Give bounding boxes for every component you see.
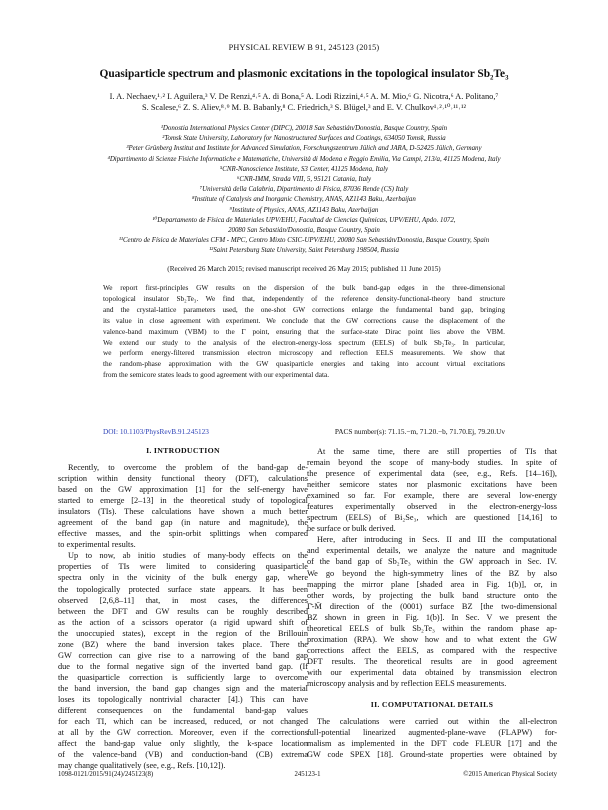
text-line: agreement of the band gap (in nature and magnitude), the (58, 518, 308, 528)
right-column (307, 446, 557, 760)
text-line: corrections affect the EELS, as compared with the respective (307, 645, 557, 655)
text-line: the unoccupied states), except in the region of the Brillouin (58, 628, 308, 638)
footer-issn: 1098-0121/2015/91(24)/245123(8) (58, 771, 154, 778)
text-line: insulators (TIs). These calculations have shown a much better (58, 507, 308, 517)
author-list (44, 92, 564, 113)
text-line: GW code SPEX [18]. Ground-state properties were obtained by (307, 750, 557, 760)
text-line: affect the band-gap value only slightly, the k-space location (58, 739, 308, 749)
footer-page-number: 245123-1 (294, 771, 321, 778)
text-line: the presence of experimental data (see, e.g., Refs. [14–16]), (307, 469, 557, 479)
text-line: We go beyond the high-symmetry lines of the BZ by also (307, 568, 557, 578)
text-line: different consequences on the fundamental band-gap values (58, 706, 308, 716)
text-line: properties of TIs were limited to considering quasiparticle (58, 562, 308, 572)
text-line: at all by the GW correction. Moreover, even if the corrections (58, 728, 308, 738)
intro-paragraph (58, 462, 308, 771)
text-line: due to the formal negative sign of the inverted band gap. (If (58, 661, 308, 671)
text-line: started to emerge [2–13] in the theoretical study of topological (58, 496, 308, 506)
affiliation: ²Tomsk State University, Laboratory for Nanostructured Surfaces and Coatings, 634050 Tomsk, Russia (162, 135, 446, 143)
text-line: and experimental details, we analyze the nature and magnitude (307, 546, 557, 556)
abstract-line: we perform energy-filtered transmission electron microscopy and reflection EELS measurements. We show that (103, 348, 505, 358)
text-line: full-potential linearized augmented-plane-wave (FLAPW) for- (307, 728, 557, 738)
abstract-line: its value in close agreement with experiment. We conclude that the GW corrections cause the displacement of the (103, 315, 505, 325)
computational-paragraph (307, 716, 557, 760)
text-line: as the action of a scissors operator (a rigid upward shift of (58, 617, 308, 627)
text-line: features experimentally observed in the electron-energy-loss (307, 502, 557, 512)
affiliation: ¹⁰Departamento de Física de Materiales UPV/EHU, Facultad de Ciencias Químicas, UPV/EHU, Apdo. 1072, (152, 216, 456, 224)
author-line: S. Scalese,⁶ Z. S. Aliev,⁸˒⁹ M. B. Babanly,⁸ C. Friedrich,³ S. Blügel,³ and E. V. Chulkov¹˒²˒¹⁰˒¹¹˒¹² (142, 102, 466, 112)
text-line: theoretical EELS of bulk Sb₂Te₃ within the random phase ap- (307, 623, 557, 633)
text-line: neither semicore states nor plasmonic excitations have been (307, 480, 557, 490)
text-line: GW correction can give rise to a narrowing of the band gap (58, 650, 308, 660)
text-line: the quasiparticle correction is sufficiently large to overcome (58, 672, 308, 682)
text-line: for each TI, which can be increased, reduced, or not changed (58, 717, 308, 727)
text-line: malism as implemented in the DFT code FLEUR [17] and the (307, 739, 557, 749)
abstract-line: the random-phase approximation with the GW quasiparticle energies and taking into account virtual excitations (103, 359, 505, 369)
text-line: BZ shown in green in Fig. 1(b)]. In Sec. V we present the (307, 612, 557, 622)
text-line: DFT results. The theoretical results are in good agreement (307, 656, 557, 666)
text-line: spectra only in the vicinity of the bulk energy gap, where (58, 573, 308, 583)
text-line: Here, after introducing in Secs. II and III the computational (317, 535, 557, 545)
abstract-line: We report first-principles GW results on the dispersion of the bulk band-gap edges in the three-dimensional (103, 283, 505, 292)
affiliation: ³Peter Grünberg Institut and Institute for Advanced Simulation, Forschungszentrum Jülich and JARA, D-52425 Jülich, Germany (126, 145, 482, 153)
text-line: between the DFT and GW results can be roughly described (58, 606, 308, 616)
text-line: spectrum (EELS) of Bi₂Se₃, which are questioned [14,16] to (307, 513, 557, 523)
text-line: remain beyond the scope of many-body studies. In spite of (307, 458, 557, 468)
abstract-line: valence-band maximum (VBM) to the Γ point, ensuring that the surface-state Dirac point lies above the VBM. (103, 326, 505, 336)
pacs-numbers: PACS number(s): 71.15.−m, 71.20.−b, 71.70.Ej, 79.20.Uv (334, 427, 505, 436)
text-line: of the valence-band (VB) and conduction-band (CB) extrema (58, 750, 308, 760)
affiliation: ¹²Saint Petersburg State University, Saint Petersburg 198504, Russia (209, 247, 399, 255)
text-line: based on the GW approximation [1] for the self-energy have (58, 485, 308, 495)
text-line: the band inversion, the band gap changes sign and the material (58, 683, 308, 693)
affiliation: ⁵CNR-Nanoscience Institute, S3 Center, 41125 Modena, Italy (219, 165, 389, 173)
text-line: observed [2,6,8–11] that, in most cases, the differences (58, 595, 308, 605)
abstract-line: and the crystal-lattice parameters used, the one-shot GW corrections enlarge the fundamental band gap, bringing (103, 304, 505, 314)
text-line: effective masses, and the spin-orbit splittings when compared (58, 529, 308, 539)
text-line: loses its topologically nontrivial character [4].) This can have (58, 694, 308, 704)
text-line: with our experimental data obtained by transmission electron (307, 667, 557, 677)
text-line: mapping the mirror plane [shaded area in Fig. 1(b)], or, in (307, 579, 557, 589)
received-dates: (Received 26 March 2015; revised manuscript received 26 May 2015; published 11 June 2015) (167, 265, 441, 273)
text-line: At the same time, there are still properties of TIs that (317, 447, 557, 456)
text-line: other words, by projecting the bulk band structure onto the (307, 590, 557, 600)
text-line: to experimental results. (58, 540, 136, 550)
affiliation: ¹Donostia International Physics Center (DIPC), 20018 San Sebastián/Donostia, Basque Country, Spain (160, 125, 448, 132)
section-heading-computational: II. COMPUTATIONAL DETAILS (370, 700, 494, 710)
journal-header: PHYSICAL REVIEW B 91, 245123 (2015) (228, 43, 380, 52)
affiliation: ⁶CNR-IMM, Strada VIII, 5, 95121 Catania, Italy (236, 176, 372, 184)
text-line: The calculations were carried out within the all-electron (317, 717, 557, 727)
abstract (103, 283, 505, 381)
text-line: zone (BZ) where the band inversion takes place. There the (58, 639, 308, 649)
author-line: I. A. Nechaev,¹˒² I. Aguilera,³ V. De Renzi,⁴˒⁵ A. di Bona,⁵ A. Lodi Rizzini,⁴˒⁵ A. M. Mio,⁶ G. Nicotra,⁶ A. Politano,⁷ (109, 92, 499, 101)
doi-pacs-row (103, 427, 505, 436)
text-line: Up to now, ab initio studies of many-body effects on the (68, 551, 308, 561)
affiliation: ¹¹Centro de Física de Materiales CFM - MPC, Centro Mixto CSIC-UPV/EHU, 20080 San Sebastián/Donostia, Basque Country, Spain (118, 237, 490, 245)
intro-paragraph-continued (307, 446, 557, 689)
text-line: proximation (RPA). We show how and to what extent the GW (307, 634, 557, 644)
text-line: the topologically protected surface state appears. It has been (58, 584, 308, 594)
affiliation: ⁴Dipartimento di Scienze Fisiche Informatiche e Matematiche, Università di Modena e Reggio Emilia, Via Campi, 213/a, 41125 Modena, Italy (107, 155, 501, 163)
abstract-line: topological insulator Sb₂Te₃. We find that, independently of the reference density-functional-theory band structure (103, 293, 505, 303)
section-heading-introduction: I. INTRODUCTION (146, 446, 220, 455)
left-column (58, 446, 308, 771)
affiliations (30, 124, 578, 257)
text-line: examined so far. For example, there are several low-energy (307, 491, 557, 501)
text-line: Recently, to overcome the problem of the band-gap de- (68, 463, 308, 472)
affiliation: ⁷Università della Calabria, Dipartimento di Fisica, 87036 Rende (CS) Italy (199, 186, 409, 194)
text-line: be surface or bulk derived. (307, 524, 396, 534)
text-line: of the band gap of Sb₂Te₃ within the GW approach in Sec. IV. (307, 557, 557, 567)
doi-link[interactable]: DOI: 10.1103/PhysRevB.91.245123 (103, 427, 209, 436)
affiliation: ⁸Institute of Catalysis and Inorganic Chemistry, ANAS, AZ1143 Baku, Azerbaijan (192, 196, 416, 204)
text-line: microscopy analysis and by reflection EELS measurements. (307, 678, 507, 688)
paper-title: Quasiparticle spectrum and plasmonic excitations in the topological insulator Sb₂Te₃ (99, 68, 509, 80)
abstract-line: We extend our study to the analysis of the electron-energy-loss spectrum (EELS) of bulk Sb₂Te₃. In particular, (103, 337, 505, 347)
abstract-line: from the semicore states leads to good agreement with our experimental data. (103, 370, 330, 380)
text-line: scription within density functional theory (DFT), calculations (58, 474, 308, 484)
text-line: may change qualitatively (see, e.g., Refs. [10,12]). (58, 761, 226, 771)
footer-copyright: ©2015 American Physical Society (463, 771, 557, 778)
text-line: Γ̄-M̄ direction of the (0001) surface BZ [the two-dimensional (307, 601, 557, 611)
affiliation: 20080 San Sebastián/Donostia, Basque Country, Spain (228, 227, 380, 235)
affiliation: ⁹Institute of Physics, ANAS, AZ1143 Baku, Azerbaijan (229, 206, 379, 214)
